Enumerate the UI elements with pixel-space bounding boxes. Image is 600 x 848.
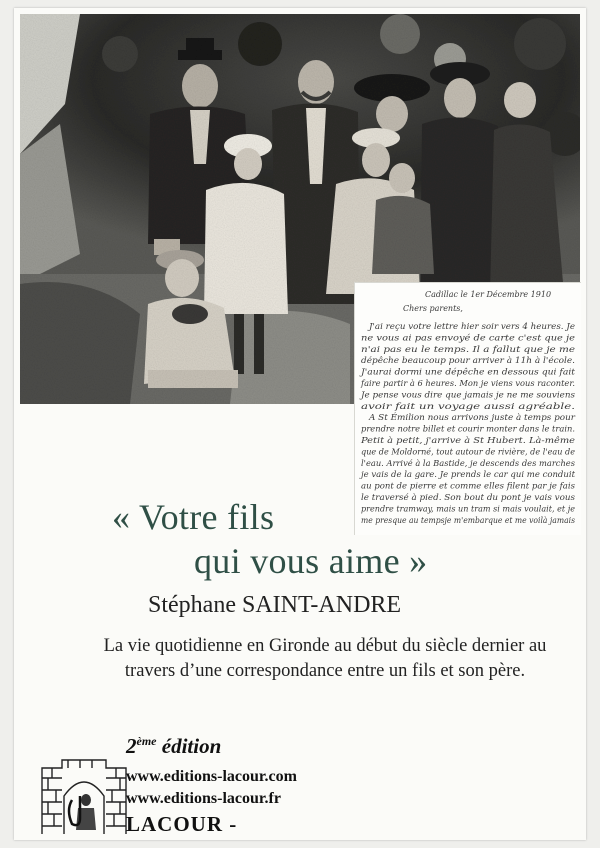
- title-line-1: « Votre fils: [112, 497, 275, 537]
- publisher-name: LACOUR -: [126, 812, 238, 836]
- edition-word: édition: [161, 734, 222, 758]
- letter-line: le traversé à pied. Son bout du pont je vais vous: [361, 493, 575, 502]
- letter-line: J'ai reçu votre lettre hier soir vers 4 heures. Je: [366, 322, 576, 331]
- letter-salutation: Chers parents,: [403, 304, 463, 313]
- website-link-com[interactable]: www.editions-lacour.com: [126, 768, 297, 785]
- subtitle: La vie quotidienne en Gironde au début du siècle dernier au travers d’une correspondance entre un fils et son père.: [103, 636, 547, 681]
- letter-line: que de Moldorné, tout autour de rivière, de l'eau de: [361, 447, 576, 457]
- letter-line: J'aurai dormi une dépêche en dessous qui fait: [358, 367, 576, 377]
- title-line-2: qui vous aime »: [194, 541, 428, 581]
- edition-label: [126, 734, 221, 759]
- author-name: Stéphane SAINT-ANDRE: [148, 592, 402, 618]
- letter-line: me presque au tempsje m'embarque et me voilà jamais: [361, 515, 575, 525]
- letter-line: au pont de pierre et comme elles filent par je fais: [361, 481, 575, 491]
- letter-line: dépêche beaucoup pour arriver à 11h à l'école.: [361, 356, 575, 366]
- letter-line: n'ai pas eu le temps. Il a fallut que je me: [361, 344, 576, 354]
- letter-line: je vais de la gare. Je prends le car qui me conduit: [358, 470, 576, 480]
- edition-suffix: ème: [136, 734, 157, 748]
- letter-line: Petit à petit, j'arrive à St Hubert. Là-même: [359, 436, 576, 445]
- letter-line: A St Émilion nous arrivons juste à temps pour: [367, 413, 577, 423]
- handwritten-letter: [354, 282, 581, 535]
- letter-dateline: Cadillac le 1er Décembre 1910: [425, 290, 552, 299]
- lacour-logo-icon: [34, 738, 134, 838]
- letter-line: ne vous ai pas envoyé de carte c'est que je: [361, 333, 576, 343]
- letter-line: faire partir à 6 heures. Mon je viens vous raconter.: [359, 379, 575, 388]
- letter-line: prendre notre billet et courir monter dans le train.: [361, 424, 575, 434]
- letter-line: Je pense vous dire que jamais je ne me souviens: [358, 390, 575, 400]
- book-cover: [14, 8, 586, 840]
- letter-script: [355, 283, 581, 535]
- letter-line: prendre tramway, mais un tram si mais voulait, et je: [361, 504, 576, 514]
- letter-line: avoir fait un voyage aussi agréable.: [361, 401, 575, 411]
- website-link-fr[interactable]: www.editions-lacour.fr: [126, 790, 281, 807]
- letter-body: [359, 322, 577, 525]
- letter-line: l'eau. Arrivé à la Bastide, je descends des marches: [361, 458, 575, 468]
- edition-number: 2: [126, 734, 137, 758]
